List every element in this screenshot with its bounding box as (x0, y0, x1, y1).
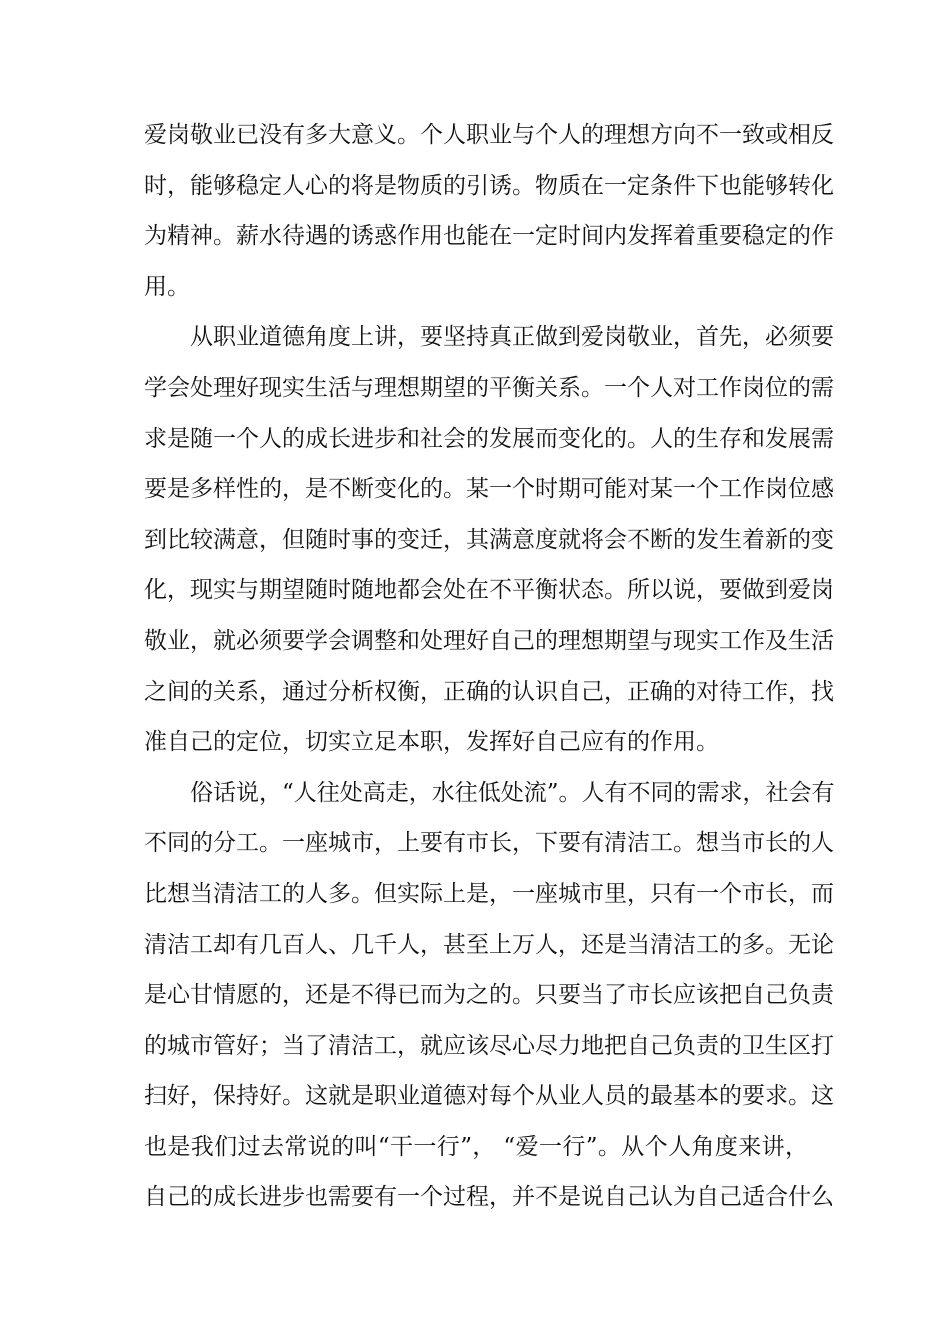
text-line: 扫好，保持好。这就是职业道德对每个从业人员的最基本的要求。这 (144, 1083, 834, 1110)
text-line: 不同的分工。一座城市，上要有市长，下要有清洁工。想当市长的人 (144, 830, 834, 857)
text-line: 清洁工却有几百人、几千人，甚至上万人，还是当清洁工的多。无论 (144, 931, 834, 958)
paragraph-first-line: 俗话说，“人往处高走，水往低处流”。人有不同的需求，社会有 (190, 779, 835, 806)
text-line: 化，现实与期望随时随地都会处在不平衡状态。所以说，要做到爱岗 (144, 577, 834, 604)
text-line: 到比较满意，但随时事的变迁，其满意度就将会不断的发生着新的变 (144, 526, 834, 553)
text-line: 学会处理好现实生活与理想期望的平衡关系。一个人对工作岗位的需 (144, 374, 834, 401)
text-line: 用。 (144, 273, 190, 300)
text-line: 爱岗敬业已没有多大意义。个人职业与个人的理想方向不一致或相反 (144, 122, 834, 148)
text-line: 敬业，就必须要学会调整和处理好自己的理想期望与现实工作及生活 (144, 627, 834, 654)
text-line: 时，能够稳定人心的将是物质的引诱。物质在一定条件下也能够转化 (144, 172, 834, 199)
text-line: 比想当清洁工的人多。但实际上是，一座城市里，只有一个市长，而 (144, 880, 834, 907)
text-line: 的城市管好；当了清洁工，就应该尽心尽力地把自己负责的卫生区打 (144, 1032, 834, 1059)
body-text (144, 110, 835, 1223)
text-line: 是心甘情愿的，还是不得已而为之的。只要当了市长应该把自己负责 (144, 982, 834, 1009)
paragraph-first-line: 从职业道德角度上讲，要坚持真正做到爱岗敬业，首先，必须要 (190, 324, 834, 351)
text-line: 之间的关系，通过分析权衡，正确的认识自己，正确的对待工作，找 (144, 678, 834, 705)
text-line: 准自己的定位，切实立足本职，发挥好自己应有的作用。 (144, 729, 719, 756)
text-line: 要是多样性的，是不断变化的。某一个时期可能对某一个工作岗位感 (144, 476, 834, 503)
text-line: 求是随一个人的成长进步和社会的发展而变化的。人的生存和发展需 (144, 425, 834, 452)
text-line: 也是我们过去常说的叫“干一行”， “爱一行”。从个人角度来讲， (144, 1133, 808, 1160)
text-line: 为精神。薪水待遇的诱惑作用也能在一定时间内发挥着重要稳定的作 (144, 223, 834, 250)
text-line: 自己的成长进步也需要有一个过程，并不是说自己认为自己适合什么 (144, 1184, 834, 1211)
